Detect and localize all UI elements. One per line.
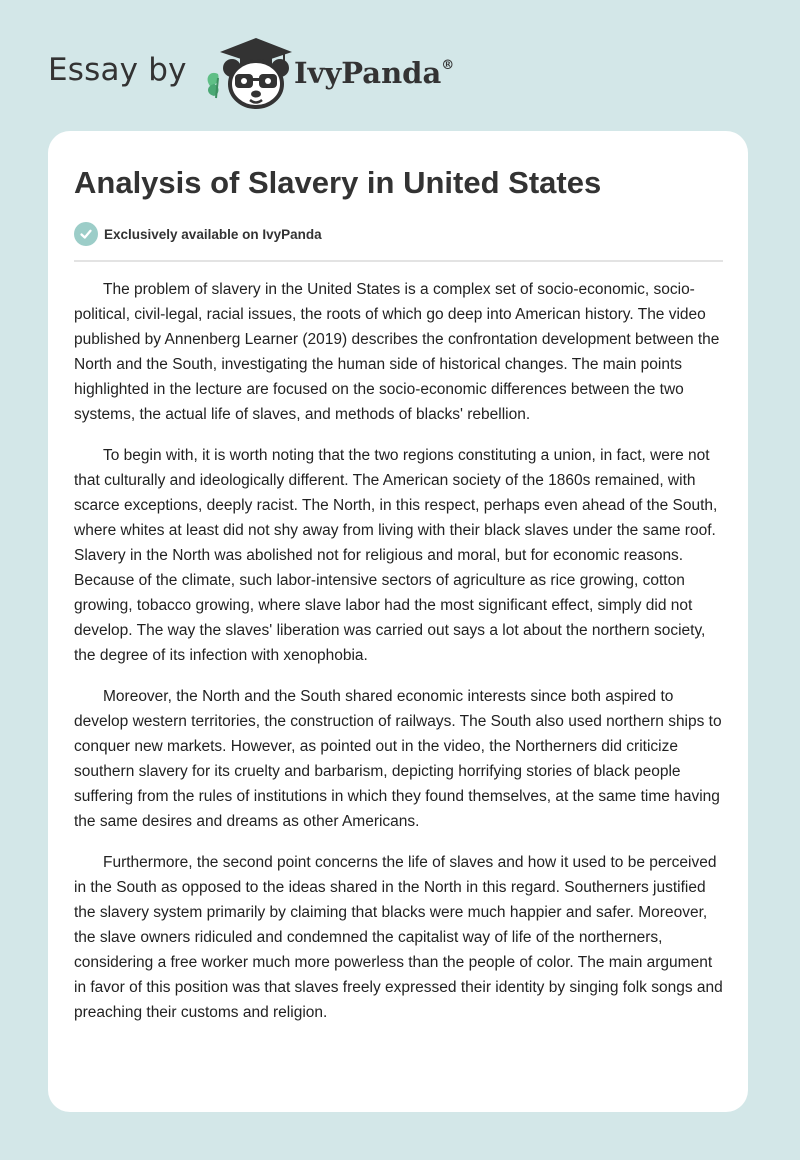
essay-card xyxy=(48,131,748,1112)
brand-label: IvyPanda xyxy=(294,56,442,90)
registered-mark: ® xyxy=(441,58,455,73)
check-circle-icon xyxy=(74,222,98,246)
exclusive-badge xyxy=(74,222,322,246)
panda-logo-icon[interactable] xyxy=(204,34,292,110)
paragraph: Furthermore, the second point concerns the life of slaves and how it used to be perceived in the South as opposed to the ideas shared in the North in this regard. Southerners justified the slavery system primarily by claiming that blacks were much happier and safer. Moreover, the slave owners ridiculed and condemned the capitalist way of life of the northerners, considering a free worker much more powerless than the people of color. The main argument in favor of this position was that slaves freely expressed their identity by singing folk songs and preaching their customs and religion. xyxy=(74,854,723,1021)
page-title: Analysis of Slavery in United States xyxy=(74,165,602,200)
site-header xyxy=(48,34,508,114)
brand-name[interactable] xyxy=(294,56,454,90)
essay-body xyxy=(74,277,724,1041)
paragraph: The problem of slavery in the United States is a complex set of socio-economic, socio-political, civil-legal, racial issues, the roots of which go deep into American history. The video published by Annenberg Learner (2019) describes the confrontation development between the North and the South, investigating the human side of historical changes. The main points highlighted in the lecture are focused on the socio-economic differences between the two systems, the actual life of slaves, and methods of blacks' rebellion. xyxy=(74,281,720,423)
paragraph: To begin with, it is worth noting that the two regions constituting a union, in fact, were not that culturally and ideologically different. The American society of the 1860s remained, with scarce exceptions, deeply racist. The North, in this respect, perhaps even ahead of the South, where whites at least did not shy away from living with their black slaves under the same roof. Slavery in the North was abolished not for religious and moral, but for economic reasons. Because of the climate, such labor-intensive sectors of agriculture as rice growing, cotton growing, tobacco growing, where slave labor had the most significant effect, simply did not develop. The way the slaves' liberation was carried out says a lot about the northern society, the degree of its infection with xenophobia. xyxy=(74,447,718,664)
divider xyxy=(74,260,723,262)
exclusive-label: Exclusively available on IvyPanda xyxy=(104,226,322,242)
essay-by-label: Essay by xyxy=(48,52,187,88)
paragraph: Moreover, the North and the South shared economic interests since both aspired to develop western territories, the construction of railways. The South also used northern ships to conquer new markets. However, as pointed out in the video, the Northerners did criticize southern slavery for its cruelty and barbarism, depicting horrifying stories of black people suffering from the rules of institutions in which they found themselves, at the same time having the same desires and dreams as other Americans. xyxy=(74,688,722,830)
